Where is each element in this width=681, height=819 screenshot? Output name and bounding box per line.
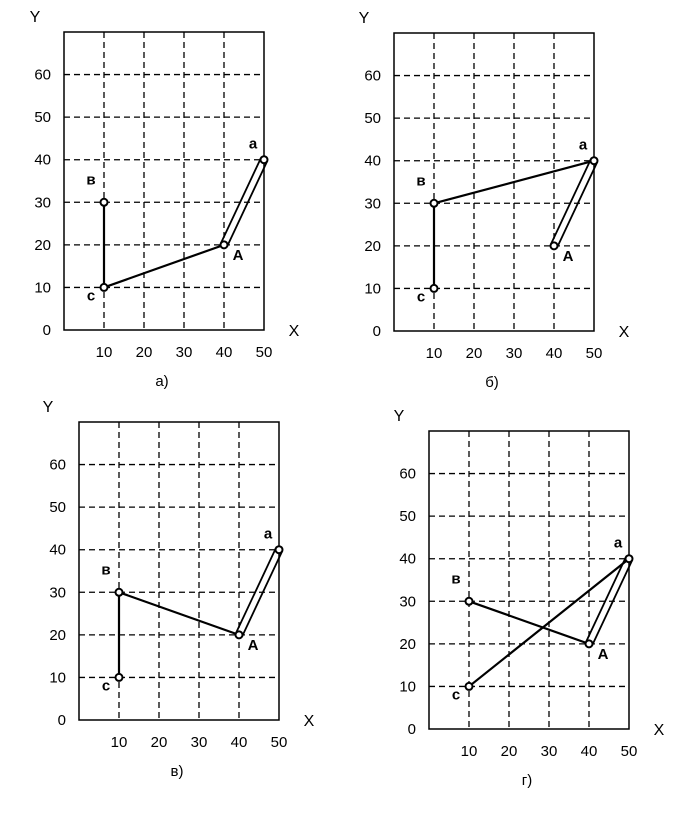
point-c — [466, 683, 473, 690]
y-axis-label: Y — [29, 9, 41, 26]
y-axis-label: Y — [358, 10, 370, 27]
x-axis-label: X — [653, 722, 665, 739]
link-line-right — [236, 548, 276, 633]
point-label-b: в — [101, 561, 111, 579]
x-tick-label: 40 — [580, 743, 598, 760]
y-tick-label: 20 — [399, 635, 416, 653]
y-tick-label: 50 — [34, 109, 51, 127]
y-tick-label: 40 — [34, 151, 51, 169]
point-b — [116, 589, 123, 596]
panel-caption: г) — [521, 772, 533, 789]
point-b — [431, 200, 438, 207]
y-tick-label: 40 — [399, 550, 416, 568]
segment-c-A — [104, 245, 224, 288]
point-a — [276, 546, 283, 553]
x-tick-label: 20 — [500, 743, 518, 760]
point-label-b: в — [416, 172, 426, 190]
point-label-b: в — [451, 570, 461, 588]
y-tick-label: 20 — [364, 237, 381, 255]
point-A-upper — [551, 242, 558, 249]
panel-3 — [43, 399, 315, 780]
point-label-a: a — [613, 534, 623, 552]
y-tick-label: 10 — [399, 678, 416, 696]
y-tick-label: 30 — [49, 584, 66, 602]
y-tick-label: 0 — [42, 322, 51, 339]
y-tick-label: 50 — [399, 508, 416, 526]
link-line-right — [221, 158, 261, 243]
x-tick-label: 10 — [425, 345, 443, 362]
point-c — [116, 674, 123, 681]
y-tick-label: 40 — [364, 152, 381, 170]
point-A-upper — [236, 631, 243, 638]
y-tick-label: 60 — [399, 465, 416, 483]
point-label-c: c — [86, 287, 96, 305]
point-b — [101, 199, 108, 206]
y-tick-label: 30 — [34, 194, 51, 212]
point-a — [626, 555, 633, 562]
point-label-c: c — [416, 288, 426, 306]
point-c — [101, 284, 108, 291]
panel-caption: в) — [170, 763, 184, 780]
x-tick-label: 50 — [585, 345, 603, 362]
panel-caption: а) — [155, 373, 169, 390]
point-A-upper — [221, 241, 228, 248]
y-axis-label: Y — [42, 399, 54, 416]
link-line-left — [227, 161, 267, 246]
segment-b-A — [119, 592, 239, 635]
point-b — [466, 598, 473, 605]
x-tick-label: 10 — [110, 734, 128, 751]
y-tick-label: 50 — [364, 110, 381, 128]
y-tick-label: 0 — [372, 323, 381, 340]
y-tick-label: 20 — [34, 236, 51, 254]
x-tick-label: 30 — [175, 344, 193, 361]
point-label-A-upper: A — [247, 636, 259, 654]
x-tick-label: 30 — [540, 743, 558, 760]
point-label-c: c — [101, 677, 111, 695]
y-tick-label: 10 — [49, 669, 66, 687]
link-line-right — [551, 159, 591, 244]
point-label-a: a — [248, 135, 258, 153]
link-line-left — [242, 551, 282, 636]
x-tick-label: 40 — [230, 734, 248, 751]
point-label-b: в — [86, 171, 96, 189]
y-tick-label: 50 — [49, 499, 66, 517]
y-tick-label: 20 — [49, 626, 66, 644]
x-axis-label: X — [303, 713, 315, 730]
y-axis-label: Y — [393, 408, 405, 425]
y-tick-label: 40 — [49, 541, 66, 559]
link-line-right — [586, 557, 626, 642]
point-a — [591, 157, 598, 164]
x-tick-label: 40 — [545, 345, 563, 362]
x-tick-label: 50 — [270, 734, 288, 751]
point-label-a: a — [263, 525, 273, 543]
point-label-c: c — [451, 686, 461, 704]
panel-2 — [359, 10, 630, 391]
link-line-left — [557, 162, 597, 247]
x-tick-label: 10 — [95, 344, 113, 361]
y-tick-label: 10 — [364, 280, 381, 298]
y-tick-label: 60 — [49, 456, 66, 474]
x-tick-label: 20 — [465, 345, 483, 362]
x-tick-label: 40 — [215, 344, 233, 361]
x-tick-label: 50 — [255, 344, 273, 361]
segment-c-a — [469, 559, 629, 687]
point-label-a: a — [578, 136, 588, 154]
point-A-upper — [586, 640, 593, 647]
x-tick-label: 20 — [150, 734, 168, 751]
x-axis-label: X — [618, 324, 630, 341]
y-tick-label: 0 — [57, 712, 66, 729]
point-label-A-upper: A — [232, 246, 244, 264]
x-tick-label: 50 — [620, 743, 638, 760]
y-tick-label: 60 — [364, 67, 381, 85]
y-tick-label: 60 — [34, 66, 51, 84]
y-tick-label: 0 — [407, 721, 416, 738]
point-c — [431, 285, 438, 292]
point-label-A-upper: A — [562, 247, 574, 265]
y-tick-label: 30 — [399, 593, 416, 611]
point-a — [261, 156, 268, 163]
panel-1 — [30, 9, 300, 390]
x-tick-label: 20 — [135, 344, 153, 361]
panel-4 — [394, 408, 665, 789]
x-tick-label: 30 — [190, 734, 208, 751]
x-tick-label: 30 — [505, 345, 523, 362]
y-tick-label: 30 — [364, 195, 381, 213]
panel-caption: б) — [485, 374, 499, 391]
x-tick-label: 10 — [460, 743, 478, 760]
y-tick-label: 10 — [34, 279, 51, 297]
point-label-A-upper: A — [597, 645, 609, 663]
x-axis-label: X — [288, 323, 300, 340]
